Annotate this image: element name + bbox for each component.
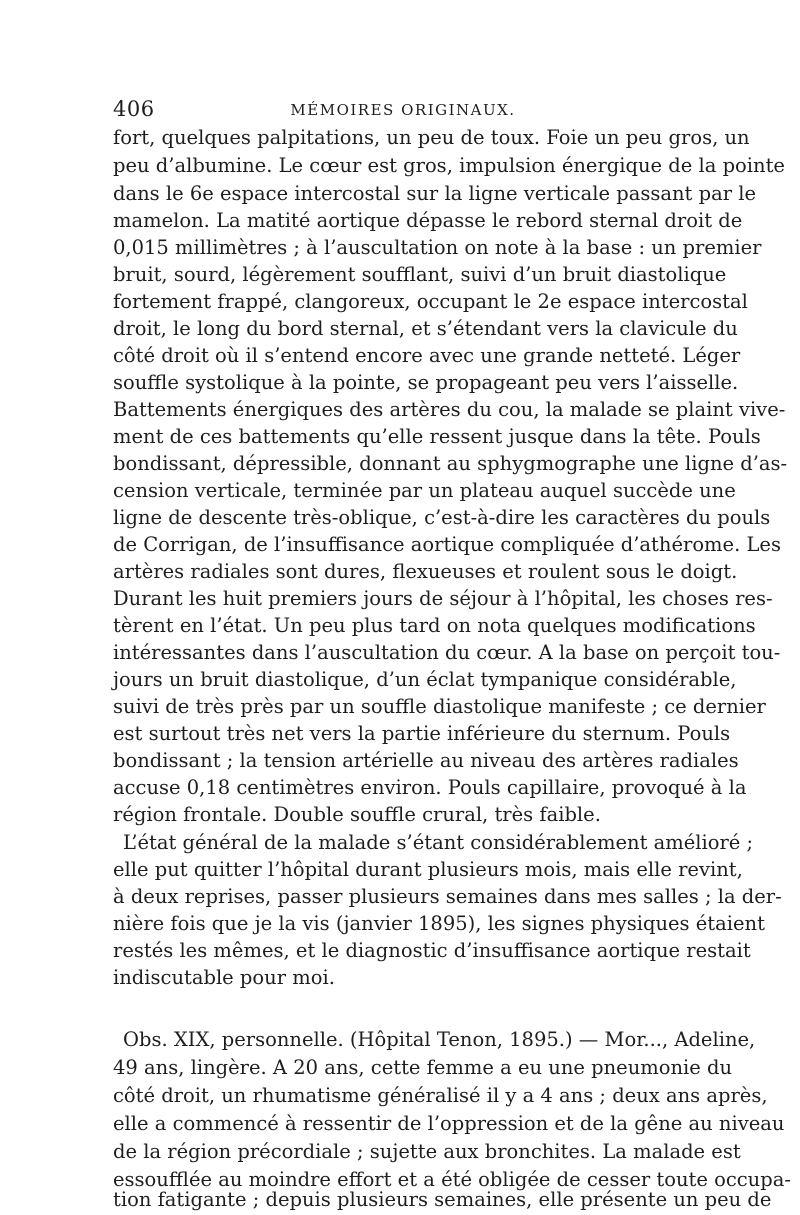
text-line: tion fatigante ; depuis plusieurs semaines, elle présente un peu de [113,1188,772,1211]
text-line: Battements énergiques des artères du cou, la malade se plaint vive- [113,398,786,421]
text-line: intéressantes dans l’auscultation du cœur. A la base on perçoit tou- [113,641,781,664]
text-line: cension verticale, terminée par un plateau auquel succède une [113,479,736,502]
text-line: 0,015 millimètres ; à l’auscultation on note à la base : un premier [113,236,762,259]
text-line: région frontale. Double souffle crural, très faible. [113,803,601,826]
text-line: dans le 6e espace intercostal sur la ligne verticale passant par le [113,182,756,205]
text-line: à deux reprises, passer plusieurs semaines dans mes salles ; la der- [113,885,782,908]
text-line: bondissant, dépressible, donnant au sphygmographe une ligne d’as- [113,452,788,475]
text-line: ligne de descente très-oblique, c’est-à-dire les caractères du pouls [113,506,771,529]
text-line: de Corrigan, de l’insuffisance aortique compliquée d’athérome. Les [113,533,781,556]
running-title: MÉMOIRES ORIGINAUX. [290,101,516,119]
text-line: elle put quitter l’hôpital durant plusieurs mois, mais elle revint, [113,858,743,881]
text-line: bondissant ; la tension artérielle au niveau des artères radiales [113,749,739,772]
text-line: 49 ans, lingère. A 20 ans, cette femme a eu une pneumonie du [113,1056,733,1079]
text-line: de la région précordiale ; sujette aux bronchites. La malade est [113,1140,741,1163]
text-line: L’état général de la malade s’étant considérablement amélioré ; [123,831,754,854]
text-line: elle a commencé à ressentir de l’oppression et de la gêne au niveau [113,1112,785,1135]
text-line: accuse 0,18 centimètres environ. Pouls capillaire, provoqué à la [113,776,747,799]
page-header [113,97,693,123]
text-line: côté droit où il s’entend encore avec une grande netteté. Léger [113,344,741,367]
text-line: ment de ces battements qu’elle ressent jusque dans la tête. Pouls [113,425,761,448]
text-line: mamelon. La matité aortique dépasse le rebord sternal droit de [113,209,743,232]
text-line: droit, le long du bord sternal, et s’étendant vers la clavicule du [113,317,738,340]
text-line: fort, quelques palpitations, un peu de toux. Foie un peu gros, un [113,126,750,149]
text-line: tèrent en l’état. Un peu plus tard on nota quelques modifications [113,614,756,637]
text-line: restés les mêmes, et le diagnostic d’insuffisance aortique restait [113,939,751,962]
text-line: peu d’albumine. Le cœur est gros, impulsion énergique de la pointe [113,154,785,177]
text-line: fortement frappé, clangoreux, occupant le 2e espace intercostal [113,290,748,313]
text-line: nière fois que je la vis (janvier 1895), les signes physiques étaient [113,912,765,935]
page-number: 406 [113,97,155,121]
text-line: jours un bruit diastolique, d’un éclat tympanique considérable, [113,668,737,691]
text-line: indiscutable pour moi. [113,966,335,989]
text-line: souffle systolique à la pointe, se propageant peu vers l’aisselle. [113,371,739,394]
text-line: Obs. XIX, personnelle. (Hôpital Tenon, 1895.) — Mor..., Adeline, [123,1028,756,1051]
text-line: Durant les huit premiers jours de séjour à l’hôpital, les choses res- [113,587,773,610]
text-line: essoufflée au moindre effort et a été obligée de cesser toute occupa- [113,1168,791,1191]
text-line: est surtout très net vers la partie inférieure du sternum. Pouls [113,722,731,745]
text-line: bruit, sourd, légèrement soufflant, suivi d’un bruit diastolique [113,263,727,286]
text-line: artères radiales sont dures, flexueuses et roulent sous le doigt. [113,560,738,583]
text-line: côté droit, un rhumatisme généralisé il y a 4 ans ; deux ans après, [113,1084,768,1107]
text-line: suivi de très près par un souffle diastolique manifeste ; ce dernier [113,695,766,718]
